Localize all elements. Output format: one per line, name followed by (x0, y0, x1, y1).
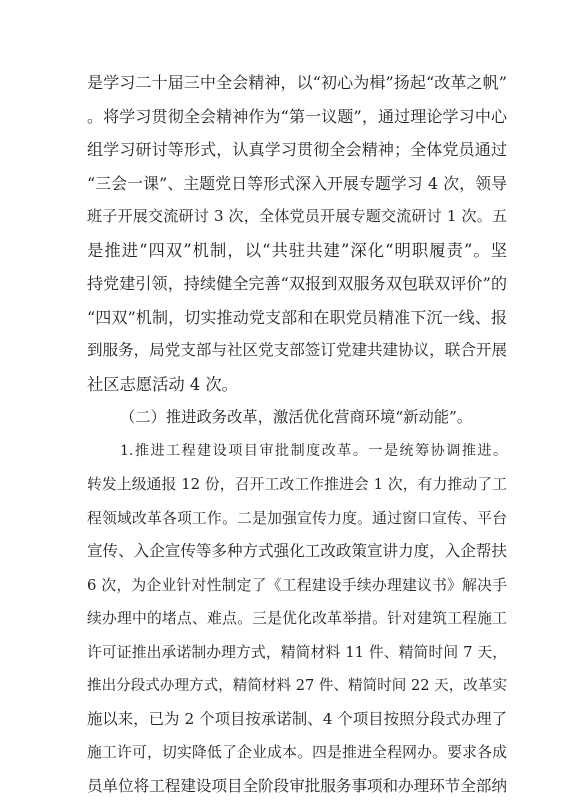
paragraph-line: 推出分段式办理方式，精简材料 27 件、精简时间 22 天，改革实 (87, 669, 507, 703)
paragraph-line: 施以来，已为 2 个项目按承诺制、4 个项目按照分段式办理了 (87, 703, 507, 737)
paragraph-line: 。将学习贯彻全会精神作为“第一议题”，通过理论学习中心 (87, 100, 507, 134)
paragraph-line: 组学习研讨等形式，认真学习贯彻全会精神；全体党员通过 (87, 133, 507, 167)
paragraph-line: 是学习二十届三中全会精神，以“初心为楫”扬起“改革之帆” (87, 66, 507, 100)
paragraph-line: 程领域改革各项工作。二是加强宣传力度。通过窗口宣传、平台 (87, 502, 507, 536)
section-heading: （二）推进政务改革，激活优化营商环境“新动能”。 (87, 401, 507, 435)
paragraph-line: 转发上级通报 12 份，召开工改工作推进会 1 次，有力推动了工 (87, 468, 507, 502)
paragraph-line: 宣传、入企宣传等多种方式强化工改政策宣讲力度，入企帮扶 (87, 535, 507, 569)
paragraph-line: 许可证推出承诺制办理方式，精简材料 11 件、精简时间 7 天， (87, 636, 507, 670)
paragraph-line: 到服务，局党支部与社区党支部签订党建共建协议，联合开展 (87, 334, 507, 368)
subsection-heading-line: 1.推进工程建设项目审批制度改革。一是统筹协调推进。 (87, 435, 507, 469)
paragraph-line: 是推进“四双”机制，以“共驻共建”深化“明职履责”。坚 (87, 234, 507, 268)
document-body (87, 66, 507, 803)
paragraph-line: “三会一课”、主题党日等形式深入开展专题学习 4 次，领导 (87, 167, 507, 201)
paragraph-line: 班子开展交流研讨 3 次，全体党员开展专题交流研讨 1 次。五 (87, 200, 507, 234)
paragraph-line: 社区志愿活动 4 次。 (87, 368, 507, 402)
paragraph-line: 员单位将工程建设项目全阶段审批服务事项和办理环节全部纳 (87, 770, 507, 803)
paragraph-line: 持党建引领，持续健全完善“双报到双服务双包联双评价”的 (87, 267, 507, 301)
paragraph-line: 续办理中的堵点、难点。三是优化改革举措。针对建筑工程施工 (87, 602, 507, 636)
paragraph-line: “四双”机制，切实推动党支部和在职党员精准下沉一线、报 (87, 301, 507, 335)
paragraph-line: 6 次，为企业针对性制定了《工程建设手续办理建议书》解决手 (87, 569, 507, 603)
paragraph-line: 施工许可，切实降低了企业成本。四是推进全程网办。要求各成 (87, 736, 507, 770)
